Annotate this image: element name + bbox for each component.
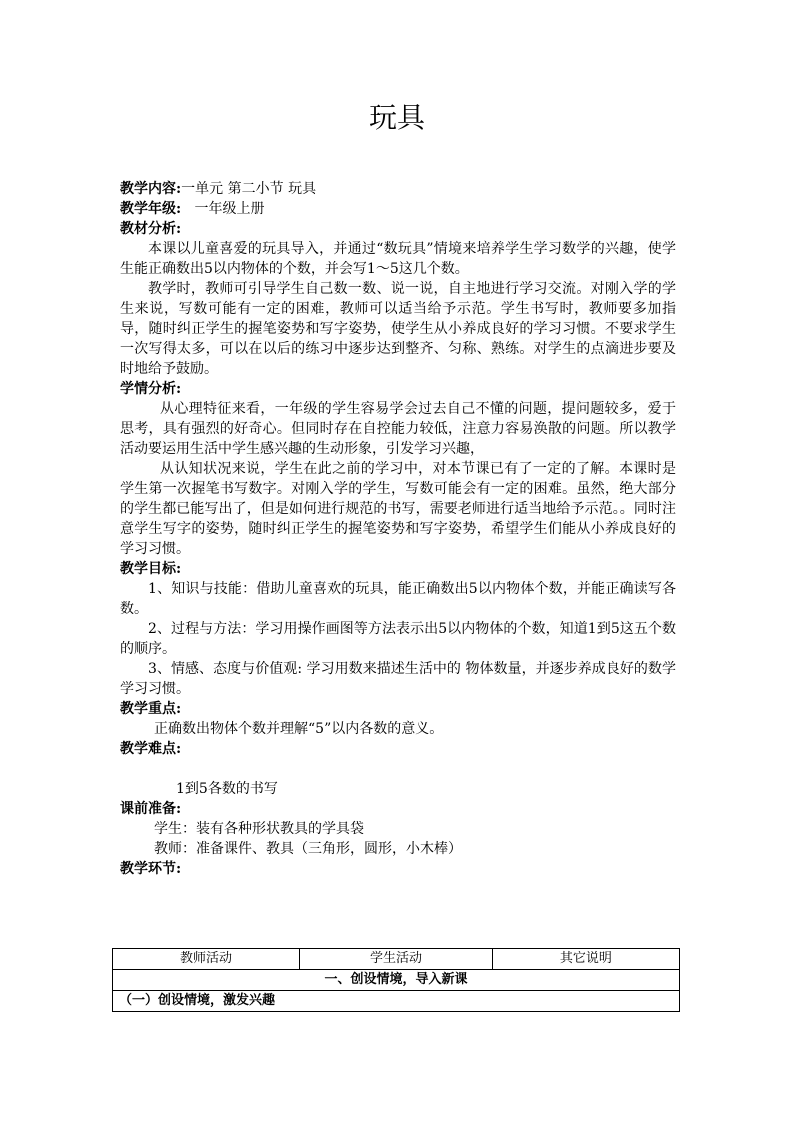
material-paragraph-2: 教学时，教师可引导学生自己数一数、说一说，自主地进行学习交流。对刚入学的学生来说，写数可能有一定的困难，教师可以适当给予示范。学生书写时，教师要多加指导，随时纠正学生的握笔姿势和写字姿势，使学生从小养成良好的学习习惯。不要求学生一次写得太多，可以在以后的练习中逐步达到整齐、匀称、熟练。对学生的点滴进步要及时地给予鼓励。 — [120, 281, 676, 377]
heading-key: 教学重点: — [120, 701, 182, 717]
heading-steps: 教学环节: — [120, 861, 182, 877]
meta-grade — [120, 199, 676, 219]
document-body — [120, 179, 676, 879]
meta-value-content: 一单元 第二小节 玩具 — [181, 181, 317, 197]
table-row — [113, 970, 680, 991]
material-paragraph-1: 本课以儿童喜爱的玩具导入，并通过“数玩具”情境来培养学生学习数学的兴趣，使学生能正确数出5以内物体的个数，并会写1～5这几个数。 — [120, 241, 676, 277]
spacer — [120, 759, 676, 779]
meta-content — [120, 179, 676, 199]
table-header-row — [113, 949, 680, 970]
table-header-teacher: 教师活动 — [113, 949, 300, 970]
difficult-point: 1到5各数的书写 — [176, 781, 278, 797]
document-title: 玩具 — [368, 101, 425, 134]
heading-student: 学情分析: — [120, 381, 182, 397]
table-section-row: 一、创设情境，导入新课 — [113, 970, 680, 991]
goal-3: 3、情感、态度与价值观: 学习用数来描述生活中的 物体数量，并逐步养成良好的数学学习习惯。 — [120, 661, 676, 697]
table-row — [113, 991, 680, 1012]
meta-label-grade: 教学年级: — [120, 201, 182, 217]
meta-label-content: 教学内容: — [120, 181, 182, 197]
activity-table — [112, 948, 680, 1012]
table-header-notes: 其它说明 — [492, 949, 679, 970]
key-point: 正确数出物体个数并理解“5”以内各数的意义。 — [154, 721, 444, 737]
heading-prep: 课前准备: — [120, 801, 182, 817]
meta-value-grade: 一年级上册 — [181, 201, 265, 217]
student-paragraph-1: 从心理特征来看，一年级的学生容易学会过去自己不懂的问题，提问题较多，爱于思考，具有强烈的好奇心。但同时存在自控能力较低，注意力容易涣散的问题。所以教学活动要运用生活中学生感兴趣的生动形象，引发学习兴趣， — [120, 401, 676, 457]
goal-1: 1、知识与技能：借助儿童喜欢的玩具，能正确数出5以内物体个数，并能正确读写各数。 — [120, 581, 676, 617]
goal-2: 2、过程与方法：学习用操作画图等方法表示出5以内物体的个数，知道1到5这五个数的顺序。 — [120, 621, 676, 657]
student-paragraph-2: 从认知状况来说，学生在此之前的学习中，对本节课已有了一定的了解。本课时是学生第一次握笔书写数字。对刚入学的学生，写数可能会有一定的困难。虽然，绝大部分的学生都已能写出了，但是如何进行规范的书写，需要老师进行适当地给予示范。。同时注意学生写字的姿势，随时纠正学生的握笔姿势和写字姿势，希望学生们能从小养成良好的学习习惯。 — [120, 461, 676, 557]
prep-student: 学生：装有各种形状教具的学具袋 — [154, 821, 364, 837]
heading-material: 教材分析: — [120, 221, 182, 237]
table-sub-row: （一）创设情境，激发兴趣 — [113, 991, 680, 1012]
prep-teacher: 教师：准备课件、教具（三角形，圆形，小木棒） — [154, 841, 462, 857]
heading-goals: 教学目标: — [120, 561, 182, 577]
heading-difficult: 教学难点: — [120, 741, 182, 757]
table-header-student: 学生活动 — [300, 949, 493, 970]
